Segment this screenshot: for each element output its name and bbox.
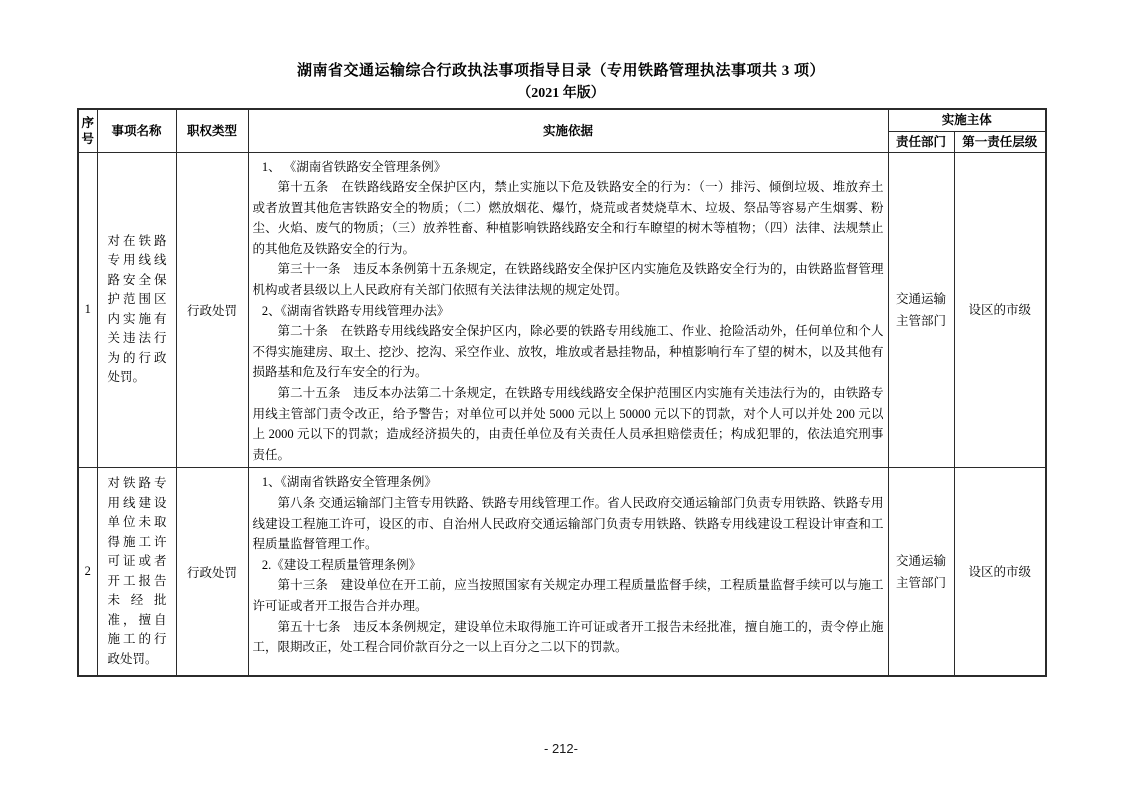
table-body xyxy=(78,152,1046,676)
header-first-responsibility-level: 第一责任层级 xyxy=(954,131,1046,152)
implementation-basis-cell xyxy=(248,152,888,468)
responsibility-level-cell: 设区的市级 xyxy=(954,468,1046,676)
item-name-cell: 对铁路专用线建设单位未取得施工许可证或者开工报告未经批准，擅自施工的行政处罚。 xyxy=(97,468,176,676)
authority-type-cell: 行政处罚 xyxy=(176,468,248,676)
table-header xyxy=(78,109,1046,152)
responsible-dept-cell: 交通运输主管部门 xyxy=(888,152,954,468)
table-row xyxy=(78,152,1046,468)
basis-paragraph: 2.《建设工程质量管理条例》 xyxy=(261,557,422,572)
header-implementation-basis: 实施依据 xyxy=(248,109,888,152)
page-number: - 212- xyxy=(544,741,578,756)
basis-paragraph: 第二十条 在铁路专用线线路安全保护区内，除必要的铁路专用线施工、作业、抢险活动外，任何单位和个人不得实施建房、取土、挖沙、挖沟、采空作业、放牧，堆放或者悬挂物品，种植影响行车了望的树木，以及其他有损路基和危及行车安全的行为。 xyxy=(252,324,884,380)
item-name-cell: 对在铁路专用线线路安全保护范围区内实施有关违法行为的行政处罚。 xyxy=(97,152,176,468)
seq-cell: 1 xyxy=(78,152,97,468)
responsible-dept-cell: 交通运输主管部门 xyxy=(888,468,954,676)
responsibility-level-cell: 设区的市级 xyxy=(954,152,1046,468)
basis-paragraph: 第三十一条 违反本条例第十五条规定，在铁路线路安全保护区内实施危及铁路安全行为的，由铁路监督管理机构或者县级以上人民政府有关部门依照有关法律法规的规定处罚。 xyxy=(252,262,884,298)
implementation-basis-cell xyxy=(248,468,888,676)
basis-paragraph: 第十五条 在铁路线路安全保护区内，禁止实施以下危及铁路安全的行为：（一）排污、倾倒垃圾、堆放弃土或者放置其他危害铁路安全的物质；（二）燃放烟花、爆竹，烧荒或者焚烧草木、垃圾、祭品等容易产生烟雾、粉尘、火焰、废气的物质；（三）放养牲畜、种植影响铁路线路安全和行车瞭望的树木等植物；（四）法律、法规禁止的其他危及铁路安全的行为。 xyxy=(252,180,884,256)
header-implementation-subject: 实施主体 xyxy=(888,109,1046,131)
basis-paragraph: 1、《湖南省铁路安全管理条例》 xyxy=(261,475,437,490)
basis-paragraph: 2、《湖南省铁路专用线管理办法》 xyxy=(261,303,450,318)
basis-paragraph: 第二十五条 违反本办法第二十条规定，在铁路专用线线路安全保护范围区内实施有关违法行为的，由铁路专用线主管部门责令改正，给予警告；对单位可以并处 5000 元以上 50000 元以下的罚款，对个人可以并处 200 元以上 2000 元以下的罚款；造成经济损失的，由责任单位及有关责任人员承担赔偿责任；构成犯罪的，依法追究刑事责任。 xyxy=(252,386,884,462)
document-title: 湖南省交通运输综合行政执法事项指导目录（专用铁路管理执法事项共 3 项） xyxy=(296,63,825,79)
header-seq: 序号 xyxy=(78,109,97,152)
basis-paragraph: 第八条 交通运输部门主管专用铁路、铁路专用线管理工作。省人民政府交通运输部门负责专用铁路、铁路专用线建设工程施工许可，设区的市、自治州人民政府交通运输部门负责专用铁路、铁路专用线建设工程设计审查和工程质量监督管理工作。 xyxy=(252,496,884,552)
table-row xyxy=(78,468,1046,676)
basis-paragraph: 1、 《湖南省铁路安全管理条例》 xyxy=(261,159,447,174)
header-row-top xyxy=(78,109,1046,131)
header-item-name: 事项名称 xyxy=(97,109,176,152)
directory-table xyxy=(77,108,1047,677)
header-responsible-dept: 责任部门 xyxy=(888,131,954,152)
header-authority-type: 职权类型 xyxy=(176,109,248,152)
basis-paragraph: 第十三条 建设单位在开工前，应当按照国家有关规定办理工程质量监督手续，工程质量监督手续可以与施工许可证或者开工报告合并办理。 xyxy=(252,578,884,613)
seq-cell: 2 xyxy=(78,468,97,676)
basis-paragraph: 第五十七条 违反本条例规定，建设单位未取得施工许可证或者开工报告未经批准，擅自施工的，责令停止施工，限期改正，处工程合同价款百分之一以上百分之二以下的罚款。 xyxy=(252,619,884,655)
document-subtitle: （2021 年版） xyxy=(517,86,605,101)
authority-type-cell: 行政处罚 xyxy=(176,152,248,468)
